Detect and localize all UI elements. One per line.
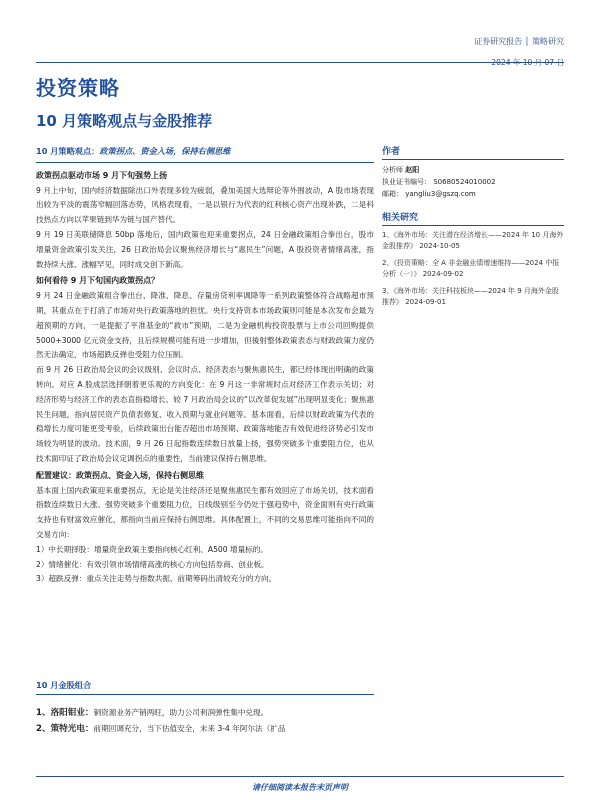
summary-lead: 10 月策略观点： [36, 146, 100, 156]
golden-stocks-heading: 10 月金股组合 [36, 680, 374, 695]
header-divider [36, 62, 564, 63]
stock-label: 1、洛阳钼业： [36, 708, 94, 718]
stock-item [36, 721, 374, 737]
strategy-title: 投资策略 [36, 76, 120, 100]
author-email[interactable]: yangliu3@gszq.com [405, 190, 476, 198]
author-name: 赵阳 [405, 166, 420, 174]
email-label: 邮箱： [382, 190, 403, 198]
paragraph: 9 月 24 日金融政策组合拳出台、降准、降息、存量房贷利率调降等一系列政策整体符合战略超市预期，其重点在于打消了市场对央行政策落地的担忧。央行支持资本市场政策则可能是本次发布会最为超预期的方向，一是提振了平准基金的“救市”预期，二是为金融机构投资股票与上市公司回购提供 5000+3000 亿元资金支持，且后续规模可能有进一步增加，但後射整体政策表态与财政政策力度仍然无法确定，市场超跌反弹也受阻力位压制。 [36, 291, 374, 360]
footer-note: 请仔细阅读本报告末页声明 [252, 783, 348, 792]
section-heading: 政策拐点驱动市场 9 月下旬强势上扬 [36, 170, 168, 180]
author-row [382, 176, 564, 188]
section-heading: 配置建议：政策拐点、资金入场，保持右侧思维 [36, 470, 204, 480]
summary-lead-italic: 政策拐点、资金入场，保持右侧思维 [99, 146, 231, 156]
stock-label: 2、策特光电： [36, 724, 94, 734]
section-heading: 如何看待 9 月下旬国内政策拐点？ [36, 276, 160, 286]
list-item: 3）超跌反弹：重点关注走势与指数共振、前期筹码出清较充分的方向。 [36, 574, 277, 584]
report-title: 10 月策略观点与金股推荐 [36, 112, 213, 130]
author-row [382, 188, 564, 200]
footer-divider [36, 776, 564, 777]
summary-heading [36, 144, 374, 163]
sidebar [382, 144, 564, 314]
author-heading: 作者 [382, 144, 564, 160]
list-item: 2）情绪催化：有效引领市场情绪高涨的核心方向包括券商、创业板。 [36, 559, 269, 569]
related-item[interactable]: 3、《海外市场：关注科技板块——2024 年 9 月海外金股推荐》 2024-09-01 [382, 287, 559, 306]
golden-stocks [36, 680, 374, 737]
related-item[interactable]: 1、《海外市场：关注潜在经济增长——2024 年 10 月海外金股推荐》 2024-10-05 [382, 231, 564, 250]
report-category: 证券研究报告 │ 策略研究 [474, 37, 564, 46]
related-heading: 相关研究 [382, 210, 564, 226]
license-number: S0680524010002 [433, 178, 496, 186]
main-column [36, 144, 374, 587]
license-label: 执业证书编号： [382, 178, 431, 186]
paragraph: 基本面上国内政策迎来重要拐点，无论是关注经济还是聚焦惠民生都有效回应了市场关切，技术面看指数连续数日大涨、强势突破多个重要阻力位，日线级别至今仍处于强趋势中，资金面则有央行政策支持也有财富效应催化，都指向当前应保持右侧思维。具体配置上，不同的交易思维可能指向不同的交易方向： [36, 485, 374, 539]
paragraph: 9 月 19 日美联储降息 50bp 落地后，国内政策也迎来重要拐点，24 日金融政策组合拳出台，股市增量资金政策引发关注，26 日政治局会议聚焦经济增长与“惠民生”问题，A 股投资者情绪高涨，指数持续大涨、涨幅罕见，同时成交创下新高。 [36, 229, 374, 269]
paragraph: 9 月上中旬，国内经济数据除出口外表现多较为疲弱，叠加美国大选辩论等外围波动，A 股市场表现出较为平淡的震荡窄幅回落态势，风格表现看，一是以银行为代表的红利核心资产出现补跌，二是科技热点方向以苹果链到华为链与国产替代。 [36, 185, 374, 225]
related-item[interactable]: 2、《投资策略：全 A 非金融业绩增速维持——2024 中报分析（一）》 2024-09-02 [382, 259, 560, 278]
stock-text: 铜资源业务产销两旺，助力公司利润弹性集中兑现。 [93, 708, 269, 717]
author-row [382, 164, 564, 176]
stock-item [36, 705, 374, 721]
list-item: 1）中长期择股：增量资金政策主要指向核心红利、A500 增量标的。 [36, 544, 268, 554]
stock-text: 前期回调充分，当下估值安全，未来 3-4 年阿尔法（扩品 [93, 724, 286, 733]
report-header [474, 36, 564, 68]
author-label: 分析师 [382, 166, 403, 174]
paragraph: 而 9 月 26 日政治局会议的会议级别、会议时点、经济表态与聚焦惠民生，都已经体现出明确的政策转向。对应 A 股成层选择朝着更乐观的方向变化：在 9 月这一非常规时点对经济工作表示关切；对经济形势与经济工作的表态直指稳增长、较 7 月政治局会议的“以改革促发展”出现明显变化；聚焦惠民生问题，指向居民资产负债表修复、收入预期与就业问题等。基本面看，后续以财政政策为代表的稳增长力度可能更受考验，后续政策出台能否超出市场预期、政策落地能否有效促进经济势必引发市场较为明显的波动。技术面，9 月 26 日起指数连续数日放量上扬，强势突破多个重要阻力位，也从技术面印证了政治局会议定调拐点的重要性，当前建议保持右侧思维。 [36, 365, 374, 463]
